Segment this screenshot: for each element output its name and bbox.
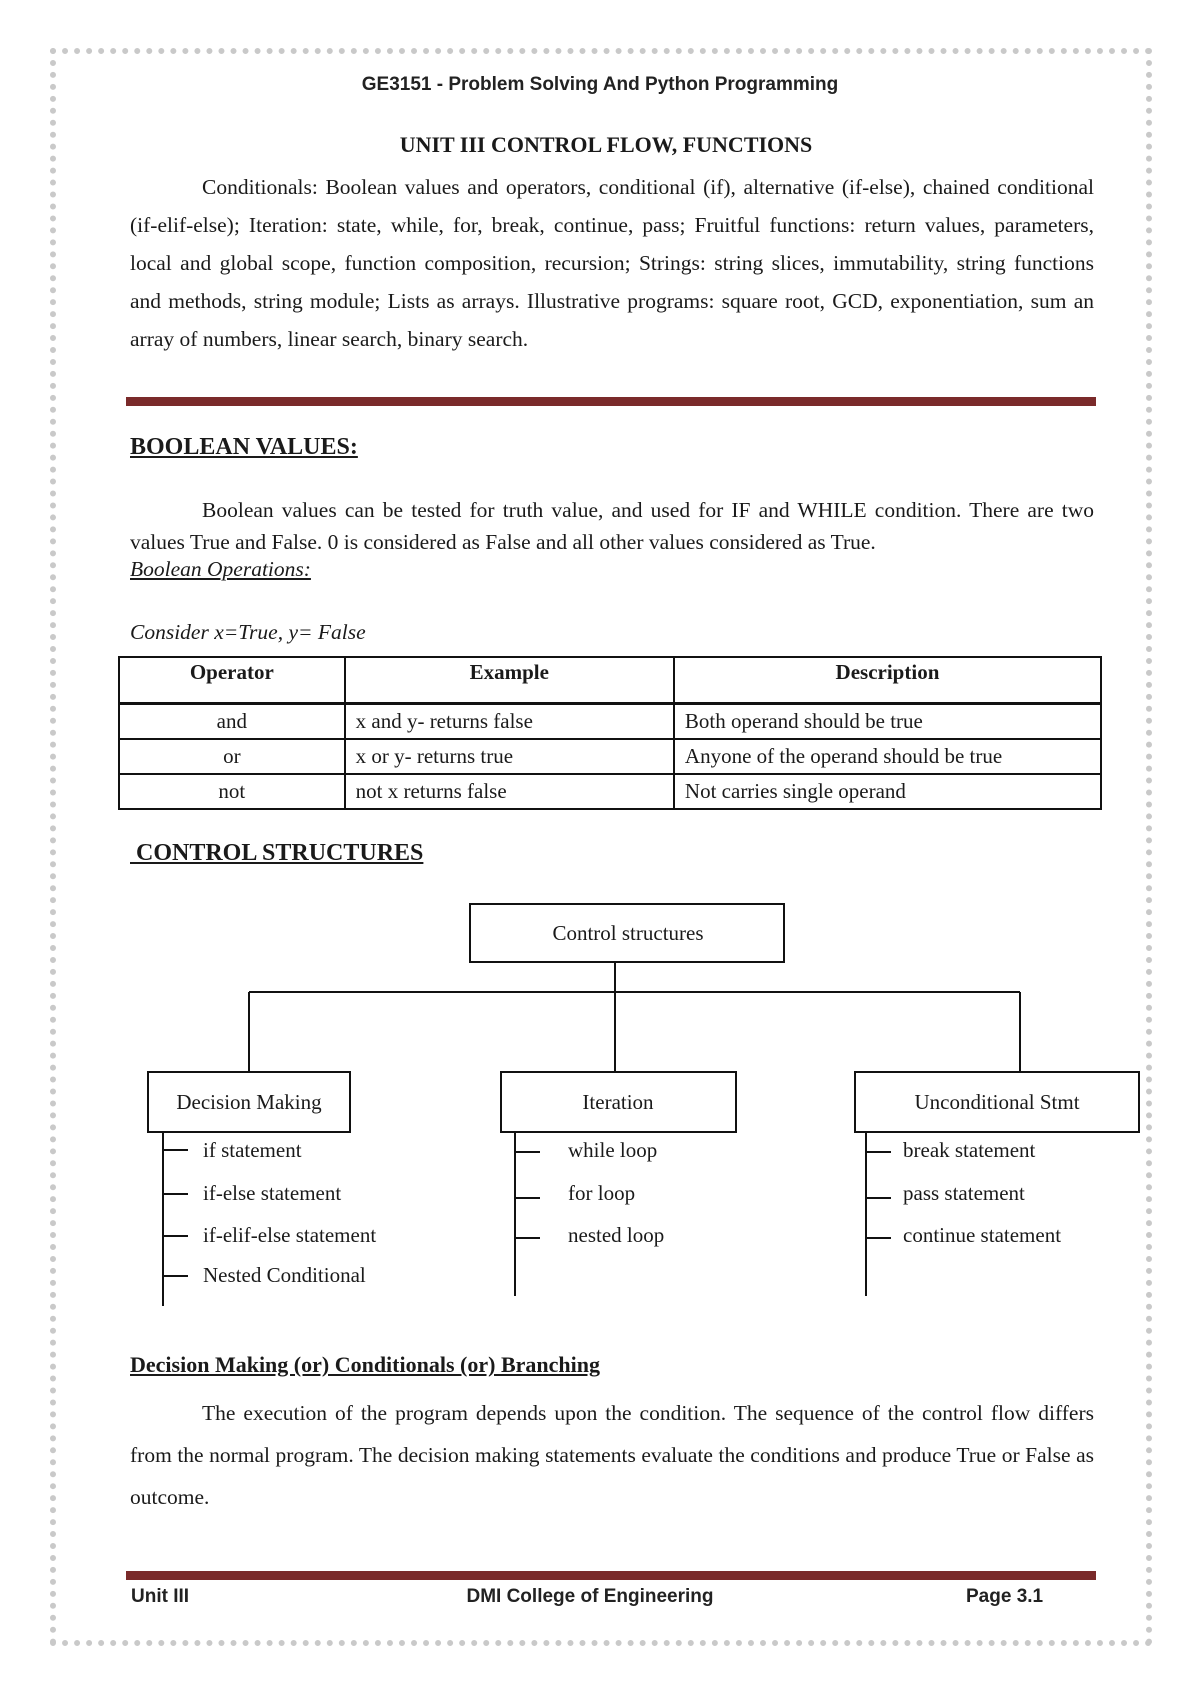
example-cell: x or y- returns true: [345, 739, 674, 774]
boolean-values-heading: BOOLEAN VALUES:: [130, 434, 358, 460]
table-row: [119, 739, 1101, 774]
footer-page-number: Page 3.1: [966, 1586, 1044, 1607]
unit-title: UNIT III CONTROL FLOW, FUNCTIONS: [399, 132, 813, 157]
branch-item: break statement: [903, 1138, 1036, 1162]
operator-cell: or: [119, 739, 345, 774]
branch-item: continue statement: [903, 1223, 1062, 1247]
running-header: GE3151 - Problem Solving And Python Programming: [361, 74, 839, 95]
table-header-cell: Operator: [119, 657, 345, 704]
branch-title: Iteration: [582, 1090, 654, 1114]
boolean-operators-table: [118, 656, 1102, 810]
operator-cell: not: [119, 774, 345, 809]
footer-unit: Unit III: [131, 1586, 190, 1607]
table-row: [119, 704, 1101, 740]
root-label: Control structures: [552, 921, 704, 945]
table-header-cell: Example: [345, 657, 674, 704]
operator-cell: and: [119, 704, 345, 740]
section-divider: [126, 397, 1096, 406]
branch-item: Nested Conditional: [203, 1263, 366, 1287]
boolean-paragraph: Boolean values can be tested for truth value, and used for IF and WHILE condition. There are two values True and False. 0 is considered as False and all other values considered as True.: [130, 498, 1094, 554]
decision-making-heading: Decision Making (or) Conditionals (or) Branching: [130, 1352, 600, 1377]
footer-college: DMI College of Engineering: [466, 1586, 714, 1607]
table-row: [119, 774, 1101, 809]
table-header-row: [119, 657, 1101, 704]
boolean-operations-subheading: Boolean Operations:: [130, 557, 311, 581]
control-structures-heading: CONTROL STRUCTURES: [130, 840, 424, 866]
control-structures-diagram: [0, 900, 1200, 1324]
footer-divider: [126, 1571, 1096, 1580]
branch-title: Decision Making: [176, 1090, 322, 1114]
description-cell: Not carries single operand: [674, 774, 1101, 809]
branch-item: while loop: [568, 1138, 658, 1162]
branch-item: if-else statement: [203, 1181, 342, 1205]
branch-item: nested loop: [568, 1223, 665, 1247]
consider-line: Consider x=True, y= False: [130, 620, 366, 644]
description-cell: Both operand should be true: [674, 704, 1101, 740]
branch-title: Unconditional Stmt: [914, 1090, 1080, 1114]
example-cell: not x returns false: [345, 774, 674, 809]
table-header-cell: Description: [674, 657, 1101, 704]
branch-item: if-elif-else statement: [203, 1223, 377, 1247]
branch-item: if statement: [203, 1138, 302, 1162]
syllabus-paragraph: Conditionals: Boolean values and operators, conditional (if), alternative (if-else), chained conditional (if-elif-else); Iteration: state, while, for, break, continue, pass; Fruitful functions: return values, parameters, local and global scope, function composition, recursion; Strings: string slices, immutability, string functions and methods, string module; Lists as arrays. Illustrative programs: square root, GCD, exponentiation, sum an array of numbers, linear search, binary search.: [130, 175, 1094, 351]
example-cell: x and y- returns false: [345, 704, 674, 740]
description-cell: Anyone of the operand should be true: [674, 739, 1101, 774]
decision-making-paragraph: The execution of the program depends upon the condition. The sequence of the control flow differs from the normal program. The decision making statements evaluate the conditions and produce True or False as outcome.: [130, 1401, 1094, 1509]
branch-item: pass statement: [903, 1181, 1025, 1205]
branch-item: for loop: [568, 1181, 636, 1205]
